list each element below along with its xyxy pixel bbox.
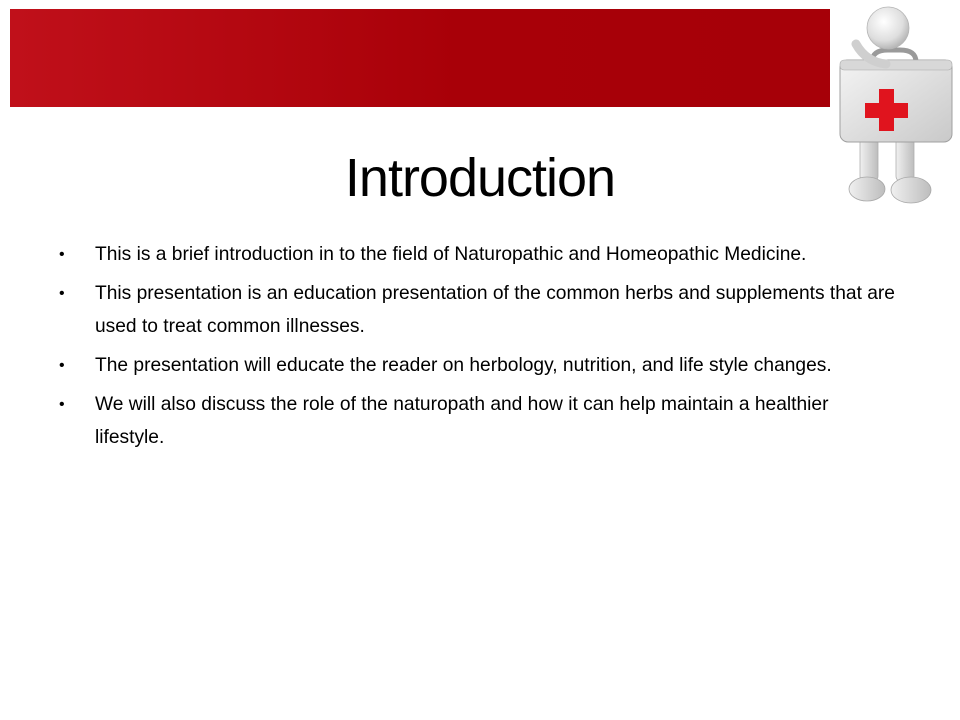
bullet-item	[56, 277, 896, 343]
bullet-text: This presentation is an education presentation of the common herbs and supplements that are used to treat common illnesses.	[95, 283, 895, 337]
bullet-marker: •	[59, 246, 65, 263]
slide-title: Introduction	[344, 148, 616, 208]
bullet-text: We will also discuss the role of the naturopath and how it can help maintain a healthier lifestyle.	[95, 394, 829, 448]
bullet-item	[56, 349, 896, 382]
bullet-marker: •	[59, 396, 65, 413]
bullet-text: This is a brief introduction in to the field of Naturopathic and Homeopathic Medicine.	[95, 244, 807, 265]
bullet-item	[56, 388, 896, 454]
bullet-marker: •	[59, 285, 65, 302]
header-banner	[10, 9, 830, 107]
bullet-text: The presentation will educate the reader on herbology, nutrition, and life style changes.	[95, 355, 832, 376]
bullet-marker: •	[59, 357, 65, 374]
bullet-item	[56, 238, 896, 271]
bullet-list	[56, 238, 896, 460]
